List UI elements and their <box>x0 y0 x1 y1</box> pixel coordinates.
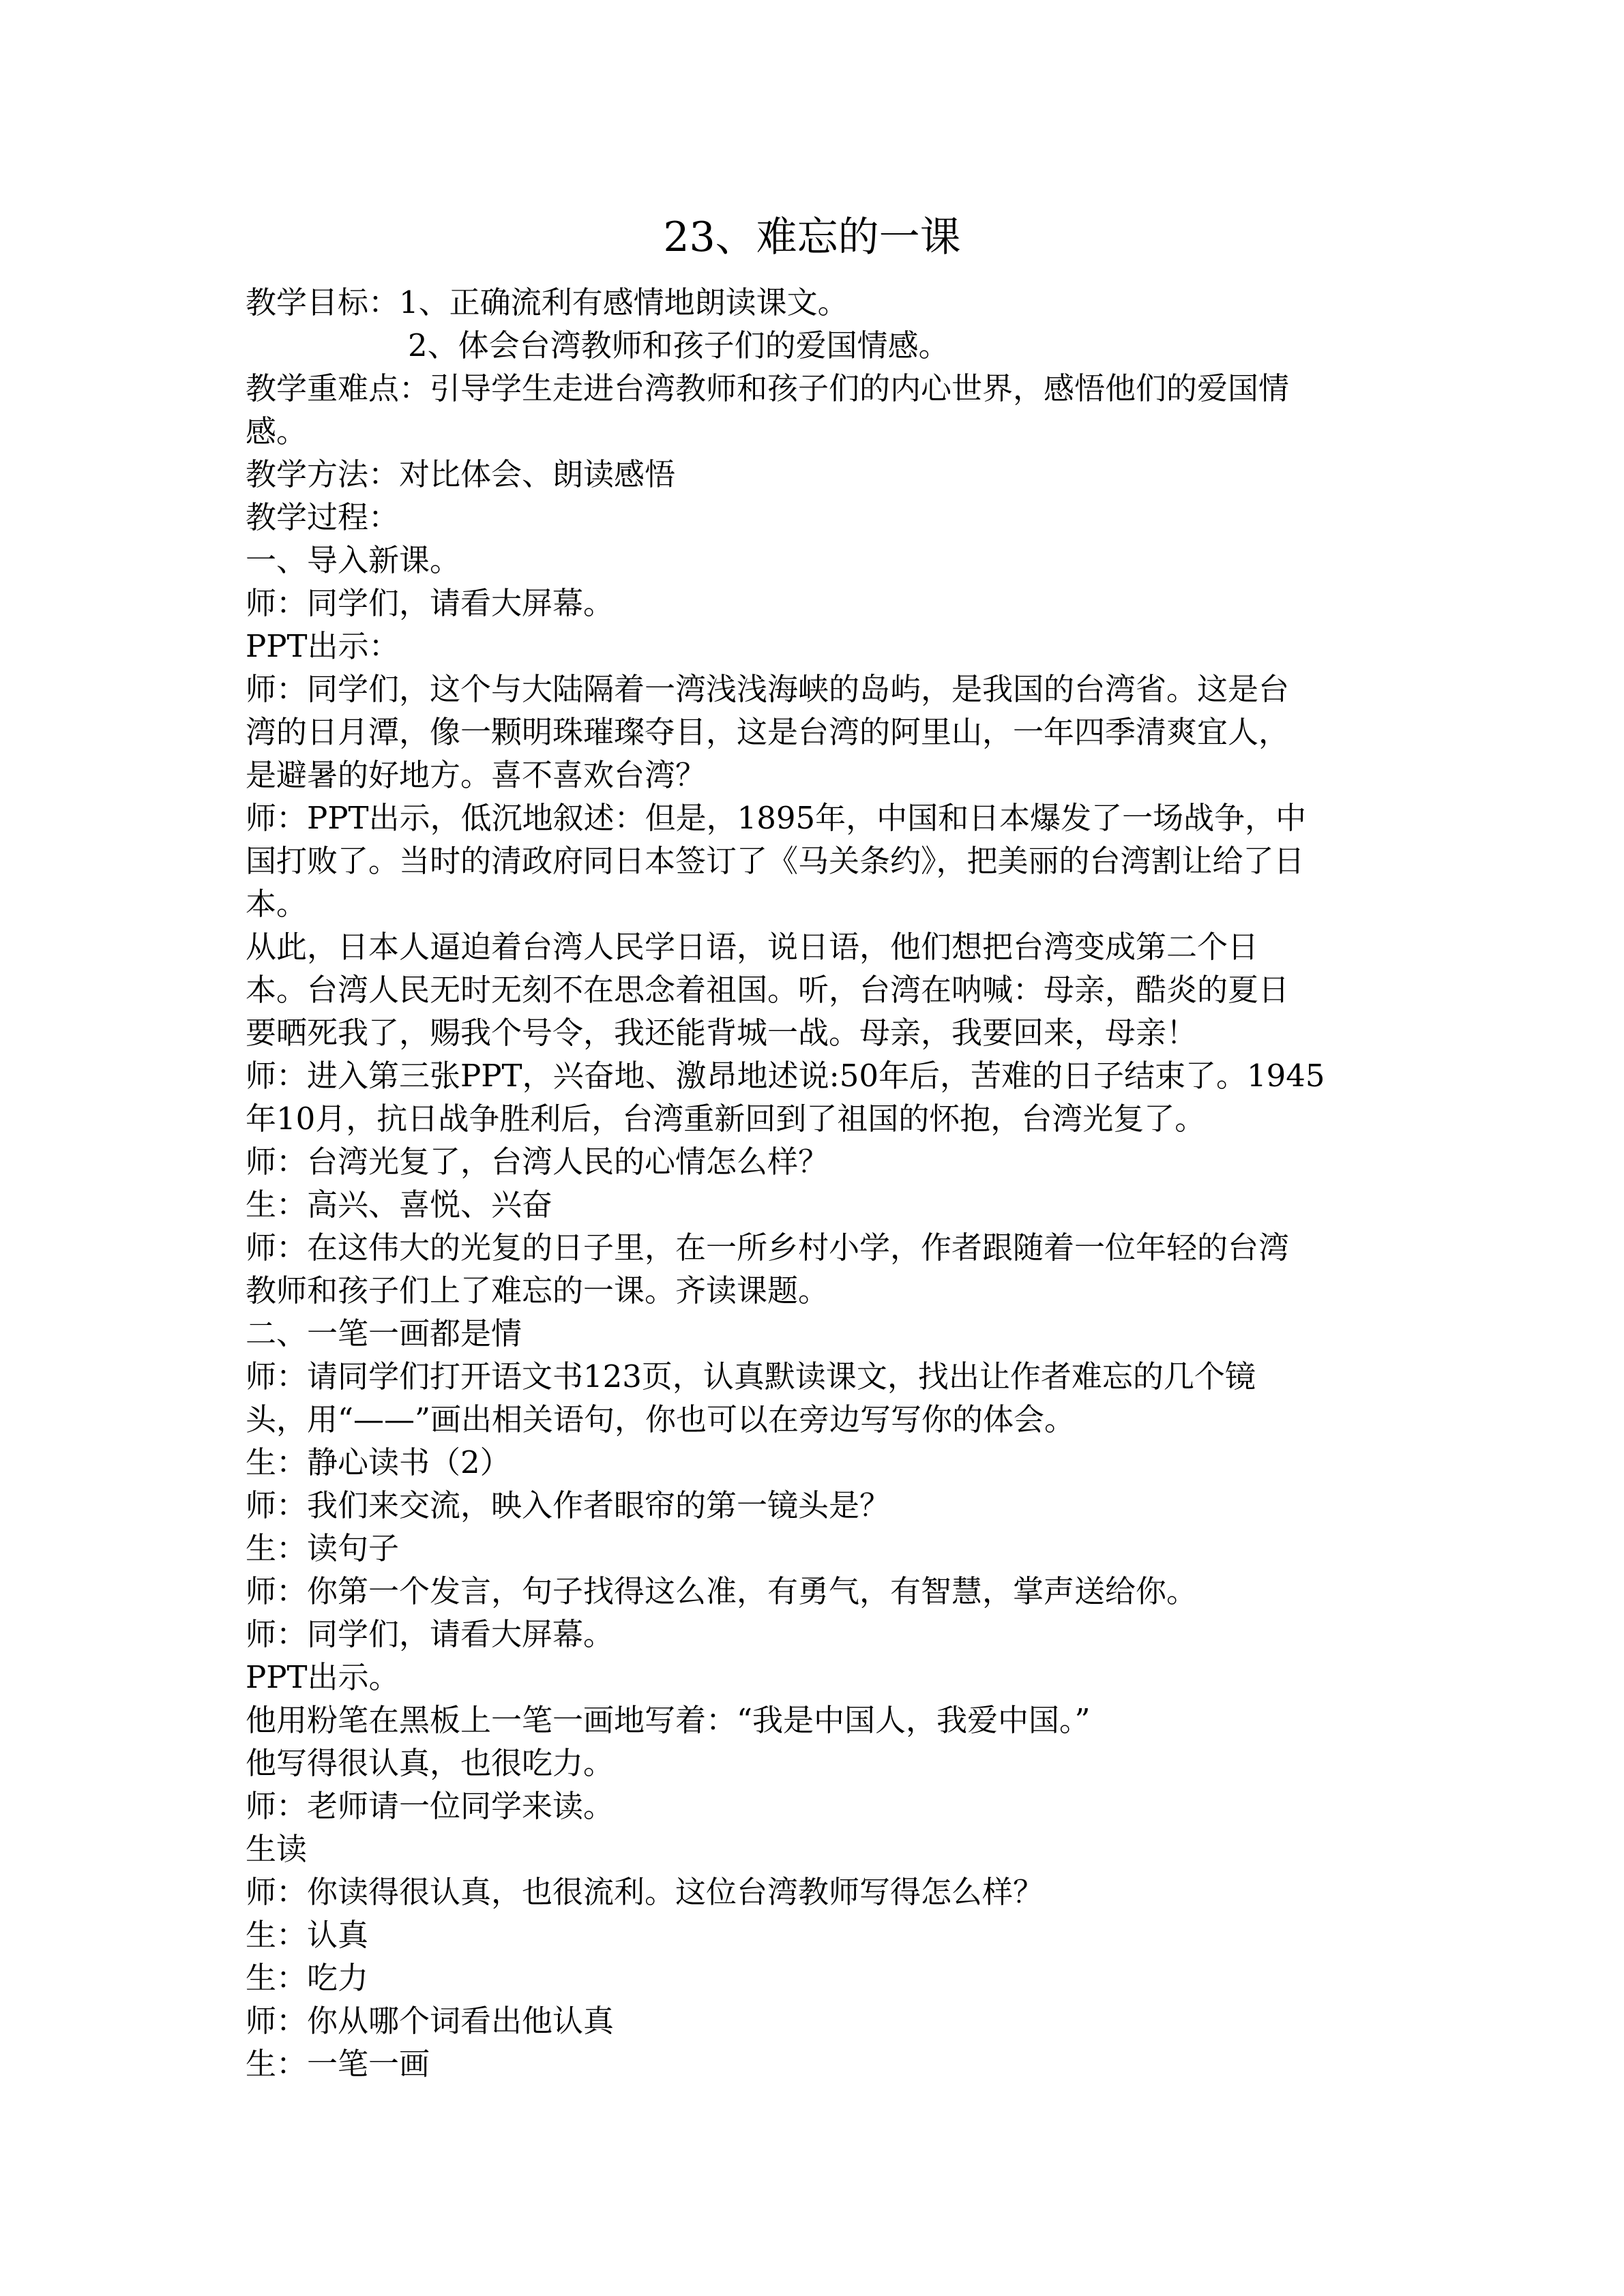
text-line: 教学目标：1、正确流利有感情地朗读课文。 <box>246 284 848 320</box>
text-line: 师：你从哪个词看出他认真 <box>246 2003 615 2039</box>
text-line: 头，用“——”画出相关语句，你也可以在旁边写写你的体会。 <box>246 1401 1076 1437</box>
text-line: 本。 <box>246 886 308 922</box>
text-line: 生：静心读书（2） <box>246 1444 511 1480</box>
text-line: 师：同学们，请看大屏幕。 <box>246 1616 615 1652</box>
text-line: 湾的日月潭，像一颗明珠璀璨夺目，这是台湾的阿里山，一年四季清爽宜人， <box>246 714 1290 750</box>
text-line: 师：老师请一位同学来读。 <box>246 1788 615 1824</box>
text-line: 他写得很认真，也很吃力。 <box>246 1745 615 1781</box>
text-line: PPT出示。 <box>246 1659 400 1695</box>
text-line: 他用粉笔在黑板上一笔一画地写着：“我是中国人，我爱中国。” <box>246 1702 1091 1738</box>
text-line: 生：高兴、喜悦、兴奋 <box>246 1187 553 1223</box>
text-line: 教学过程： <box>246 499 400 535</box>
text-line: 感。 <box>246 413 308 449</box>
text-line: 一、导入新课。 <box>246 542 461 578</box>
text-line: 师：请同学们打开语文书123页，认真默读课文，找出让作者难忘的几个镜 <box>246 1358 1256 1395</box>
text-line: 是避暑的好地方。喜不喜欢台湾？ <box>246 757 707 793</box>
text-line: 2、体会台湾教师和孩子们的爱国情感。 <box>408 327 949 363</box>
text-line: 教学方法：对比体会、朗读感悟 <box>246 456 676 492</box>
text-line: 要晒死我了，赐我个号令，我还能背城一战。母亲，我要回来，母亲！ <box>246 1015 1198 1051</box>
document-body <box>246 281 1378 2085</box>
text-line: 师：你读得很认真，也很流利。这位台湾教师写得怎么样？ <box>246 1874 1044 1910</box>
text-line: 生：吃力 <box>246 1960 369 1996</box>
text-line: 教学重难点：引导学生走进台湾教师和孩子们的内心世界，感悟他们的爱国情 <box>246 370 1290 406</box>
text-line: 生：一笔一画 <box>246 2046 430 2082</box>
text-line: 年10月，抗日战争胜利后，台湾重新回到了祖国的怀抱，台湾光复了。 <box>246 1101 1206 1137</box>
text-line: 师：我们来交流，映入作者眼帘的第一镜头是？ <box>246 1487 891 1523</box>
text-line: PPT出示： <box>246 628 400 664</box>
text-line: 从此，日本人逼迫着台湾人民学日语，说日语，他们想把台湾变成第二个日 <box>246 929 1259 965</box>
text-line: 师：在这伟大的光复的日子里，在一所乡村小学，作者跟随着一位年轻的台湾 <box>246 1229 1290 1266</box>
text-line: 师：同学们，请看大屏幕。 <box>246 585 615 621</box>
document-title: 23、难忘的一课 <box>663 213 961 261</box>
text-line: 师：PPT出示，低沉地叙述：但是，1895年，中国和日本爆发了一场战争，中 <box>246 800 1307 836</box>
text-line: 师：台湾光复了，台湾人民的心情怎么样？ <box>246 1144 829 1180</box>
text-line: 师：进入第三张PPT，兴奋地、激昂地述说:50年后，苦难的日子结束了。1945 <box>246 1058 1325 1094</box>
text-line: 生读 <box>246 1831 308 1867</box>
text-line: 教师和孩子们上了难忘的一课。齐读课题。 <box>246 1272 829 1309</box>
text-line: 生：认真 <box>246 1917 369 1953</box>
text-line: 师：你第一个发言，句子找得这么准，有勇气，有智慧，掌声送给你。 <box>246 1573 1198 1609</box>
text-line: 二、一笔一画都是情 <box>246 1315 522 1352</box>
text-line: 师：同学们，这个与大陆隔着一湾浅浅海峡的岛屿，是我国的台湾省。这是台 <box>246 671 1290 707</box>
text-line: 本。台湾人民无时无刻不在思念着祖国。听，台湾在呐喊：母亲，酷炎的夏日 <box>246 972 1290 1008</box>
text-line: 生：读句子 <box>246 1530 400 1566</box>
text-line: 国打败了。当时的清政府同日本签订了《马关条约》，把美丽的台湾割让给了日 <box>246 843 1305 879</box>
